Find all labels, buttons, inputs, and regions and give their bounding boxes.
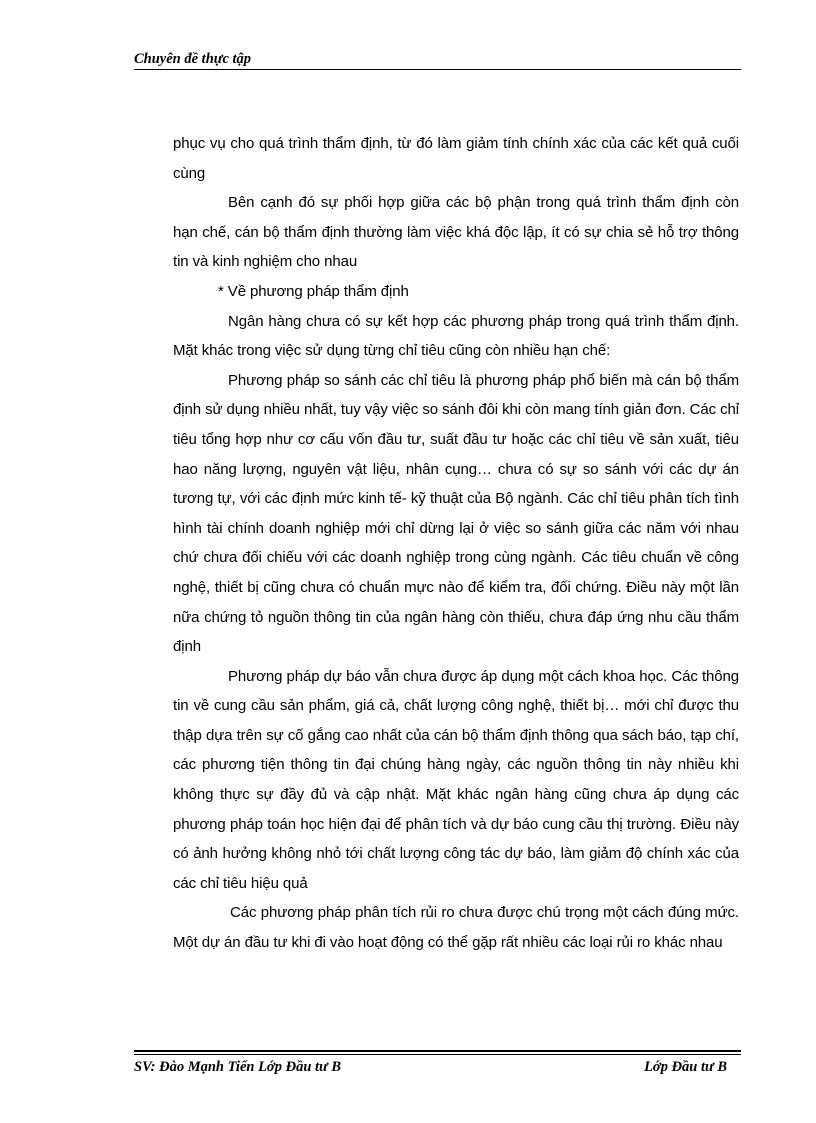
paragraph: Phương pháp dự báo vẫn chưa được áp dụng một cách khoa học. Các thông tin về cung cầu sản phẩm, giá cả, chất lượng công nghệ, thiết bị… mới chỉ được thu thập dựa trên sự cố gắng cao nhất của cán bộ thẩm định thông qua sách báo, tạp chí, các phương tiện thông tin đại chúng hàng ngày, các nguồn thông tin này nhiều khi không thực sự đầy đủ và cập nhật. Mặt khác ngân hàng cũng chưa áp dụng các phương pháp toán học hiện đại để phân tích và dự báo cung cầu thị trường. Điều này có ảnh hưởng không nhỏ tới chất lượng công tác dự báo, làm giảm độ chính xác của các chỉ tiêu hiệu quả bbox=[173, 667, 739, 892]
footer-divider-thin bbox=[134, 1054, 741, 1055]
document-body bbox=[173, 129, 739, 958]
footer-student: SV: Đào Mạnh Tiến Lớp Đầu tư B bbox=[134, 1059, 342, 1075]
paragraph: Các phương pháp phân tích rủi ro chưa được chú trọng một cách đúng mức. Một dự án đầu tư khi đi vào hoạt động có thể gặp rất nhiều các loại rủi ro khác nhau bbox=[173, 904, 739, 952]
page-header bbox=[134, 50, 741, 70]
paragraph: Bên cạnh đó sự phối hợp giữa các bộ phận trong quá trình thẩm định còn hạn chế, cán bộ thẩm định thường làm việc khá độc lập, ít có sự chia sẻ hỗ trợ thông tin và kinh nghiệm cho nhau bbox=[173, 194, 739, 271]
paragraph: Ngân hàng chưa có sự kết hợp các phương pháp trong quá trình thẩm định. Mặt khác trong việc sử dụng từng chỉ tiêu cũng còn nhiều hạn chế: bbox=[173, 312, 739, 360]
footer-divider-thick bbox=[134, 1050, 741, 1052]
header-title: Chuyên đề thực tập bbox=[134, 51, 252, 67]
paragraph: phục vụ cho quá trình thẩm định, từ đó làm giảm tính chính xác của các kết quả cuối cùng bbox=[173, 135, 739, 182]
page-footer bbox=[134, 1050, 741, 1076]
footer-row bbox=[134, 1058, 741, 1076]
footer-class: Lớp Đầu tư B bbox=[644, 1059, 727, 1075]
header-divider bbox=[134, 69, 741, 70]
section-heading: * Về phương pháp thẩm định bbox=[218, 282, 409, 300]
paragraph: Phương pháp so sánh các chỉ tiêu là phương pháp phổ biến mà cán bộ thẩm định sử dụng nhiều nhất, tuy vậy việc so sánh đôi khi còn mang tính giản đơn. Các chỉ tiêu tổng hợp như cơ cấu vốn đầu tư, suất đầu tư hoặc các chỉ tiêu về sản xuất, tiêu hao năng lượng, nguyên vật liệu, nhân cụng… chưa có sự so sánh với các dự án tương tự, với các định mức kinh tế- kỹ thuật của Bộ ngành. Các chỉ tiêu phân tích tình hình tài chính doanh nghiệp mới chỉ dừng lại ở việc so sánh giữa các năm với nhau chứ chưa đối chiếu với các doanh nghiệp trong cùng ngành. Các tiêu chuẩn về công nghệ, thiết bị cũng chưa có chuẩn mực nào để kiểm tra, đối chứng. Điều này một lần nữa chứng tỏ nguồn thông tin của ngân hàng còn thiếu, chưa đáp ứng nhu cầu thẩm định bbox=[173, 371, 739, 656]
